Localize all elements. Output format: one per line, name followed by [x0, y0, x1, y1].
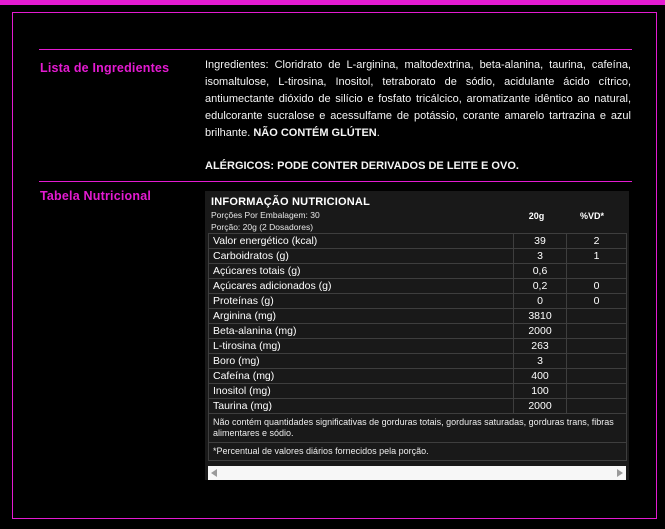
nutrient-dv	[567, 309, 627, 324]
table-note-row	[209, 443, 627, 461]
nutrition-table-title: INFORMAÇÃO NUTRICIONAL	[211, 196, 370, 208]
section-divider	[39, 49, 632, 50]
nutrient-amount: 39	[514, 234, 567, 249]
serving-size: Porção: 20g (2 Dosadores)	[211, 222, 314, 232]
nutrient-dv	[567, 339, 627, 354]
nutrient-dv	[567, 354, 627, 369]
table-row	[209, 294, 627, 309]
nutrient-amount: 0,2	[514, 279, 567, 294]
nutrient-amount: 0,6	[514, 264, 567, 279]
table-row	[209, 234, 627, 249]
nutrient-amount: 0	[514, 294, 567, 309]
nutrient-dv	[567, 264, 627, 279]
table-row	[209, 264, 627, 279]
scroll-right-icon[interactable]	[617, 469, 623, 477]
ingredients-paragraph-tail: .	[376, 127, 380, 139]
section-divider	[39, 181, 632, 182]
table-row	[209, 354, 627, 369]
table-row	[209, 384, 627, 399]
nutrient-dv	[567, 399, 627, 414]
table-row	[209, 399, 627, 414]
nutrient-dv	[567, 384, 627, 399]
nutrition-table	[208, 233, 627, 461]
nutrient-label: Açúcares adicionados (g)	[209, 279, 514, 294]
nutrient-amount: 263	[514, 339, 567, 354]
nutrient-label: Beta-alanina (mg)	[209, 324, 514, 339]
scroll-left-icon[interactable]	[211, 469, 217, 477]
nutrient-label: Taurina (mg)	[209, 399, 514, 414]
nutrient-dv: 1	[567, 249, 627, 264]
column-header-dv: %VD*	[579, 211, 604, 221]
nutrient-label: Proteínas (g)	[209, 294, 514, 309]
ingredients-heading: Lista de Ingredientes	[40, 61, 170, 75]
nutrient-label: Açúcares totais (g)	[209, 264, 514, 279]
nutrient-amount: 100	[514, 384, 567, 399]
ingredients-paragraph-main: Ingredientes: Cloridrato de L-arginina, maltodextrina, beta-alanina, taurina, cafeína, isomaltulose, L-tirosina, Inositol, tetraborato de sódio, acidulante ácido cítrico, antiumectante dióxido de silício e fosfato tricálcico, aromatizante idêntico ao natural, edulcorante sucralose e acessulfame de potássio, corante amarelo tartrazina e azul brilhante.	[205, 59, 631, 139]
servings-per-package: Porções Por Embalagem: 30	[211, 210, 320, 220]
nutrition-heading: Tabela Nutricional	[40, 189, 152, 203]
nutrient-dv	[567, 324, 627, 339]
nutrient-amount: 3	[514, 249, 567, 264]
nutrient-amount: 2000	[514, 399, 567, 414]
no-significant-amounts-note: Não contém quantidades significativas de gorduras totais, gorduras saturadas, gorduras trans, fibras alimentares e sódio.	[209, 414, 627, 443]
nutrient-label: Valor energético (kcal)	[209, 234, 514, 249]
nutrient-label: Cafeína (mg)	[209, 369, 514, 384]
top-accent-bar	[0, 0, 665, 5]
table-row	[209, 369, 627, 384]
nutrition-facts-panel	[205, 191, 629, 480]
content-frame	[12, 12, 657, 519]
ingredients-paragraph	[205, 57, 631, 142]
nutrient-label: Arginina (mg)	[209, 309, 514, 324]
nutrient-dv: 2	[567, 234, 627, 249]
table-row	[209, 339, 627, 354]
table-row	[209, 324, 627, 339]
nutrient-amount: 400	[514, 369, 567, 384]
allergens-statement: ALÉRGICOS: PODE CONTER DERIVADOS DE LEITE E OVO.	[205, 160, 519, 172]
nutrient-dv	[567, 369, 627, 384]
nutrient-label: L-tirosina (mg)	[209, 339, 514, 354]
column-header-amount: 20g	[528, 211, 545, 221]
table-row	[209, 279, 627, 294]
nutrient-label: Carboidratos (g)	[209, 249, 514, 264]
table-note-row	[209, 414, 627, 443]
nutrition-table-header	[208, 195, 626, 233]
ingredients-text-block	[205, 57, 631, 175]
nutrient-dv: 0	[567, 294, 627, 309]
nutrient-amount: 3810	[514, 309, 567, 324]
nutrient-amount: 2000	[514, 324, 567, 339]
table-row	[209, 309, 627, 324]
nutrient-label: Boro (mg)	[209, 354, 514, 369]
horizontal-scrollbar[interactable]	[208, 466, 626, 480]
nutrient-amount: 3	[514, 354, 567, 369]
gluten-free-statement: NÃO CONTÉM GLÚTEN	[253, 127, 377, 139]
nutrient-label: Inositol (mg)	[209, 384, 514, 399]
daily-value-note: *Percentual de valores diários fornecidos pela porção.	[209, 443, 627, 461]
table-row	[209, 249, 627, 264]
nutrient-dv: 0	[567, 279, 627, 294]
